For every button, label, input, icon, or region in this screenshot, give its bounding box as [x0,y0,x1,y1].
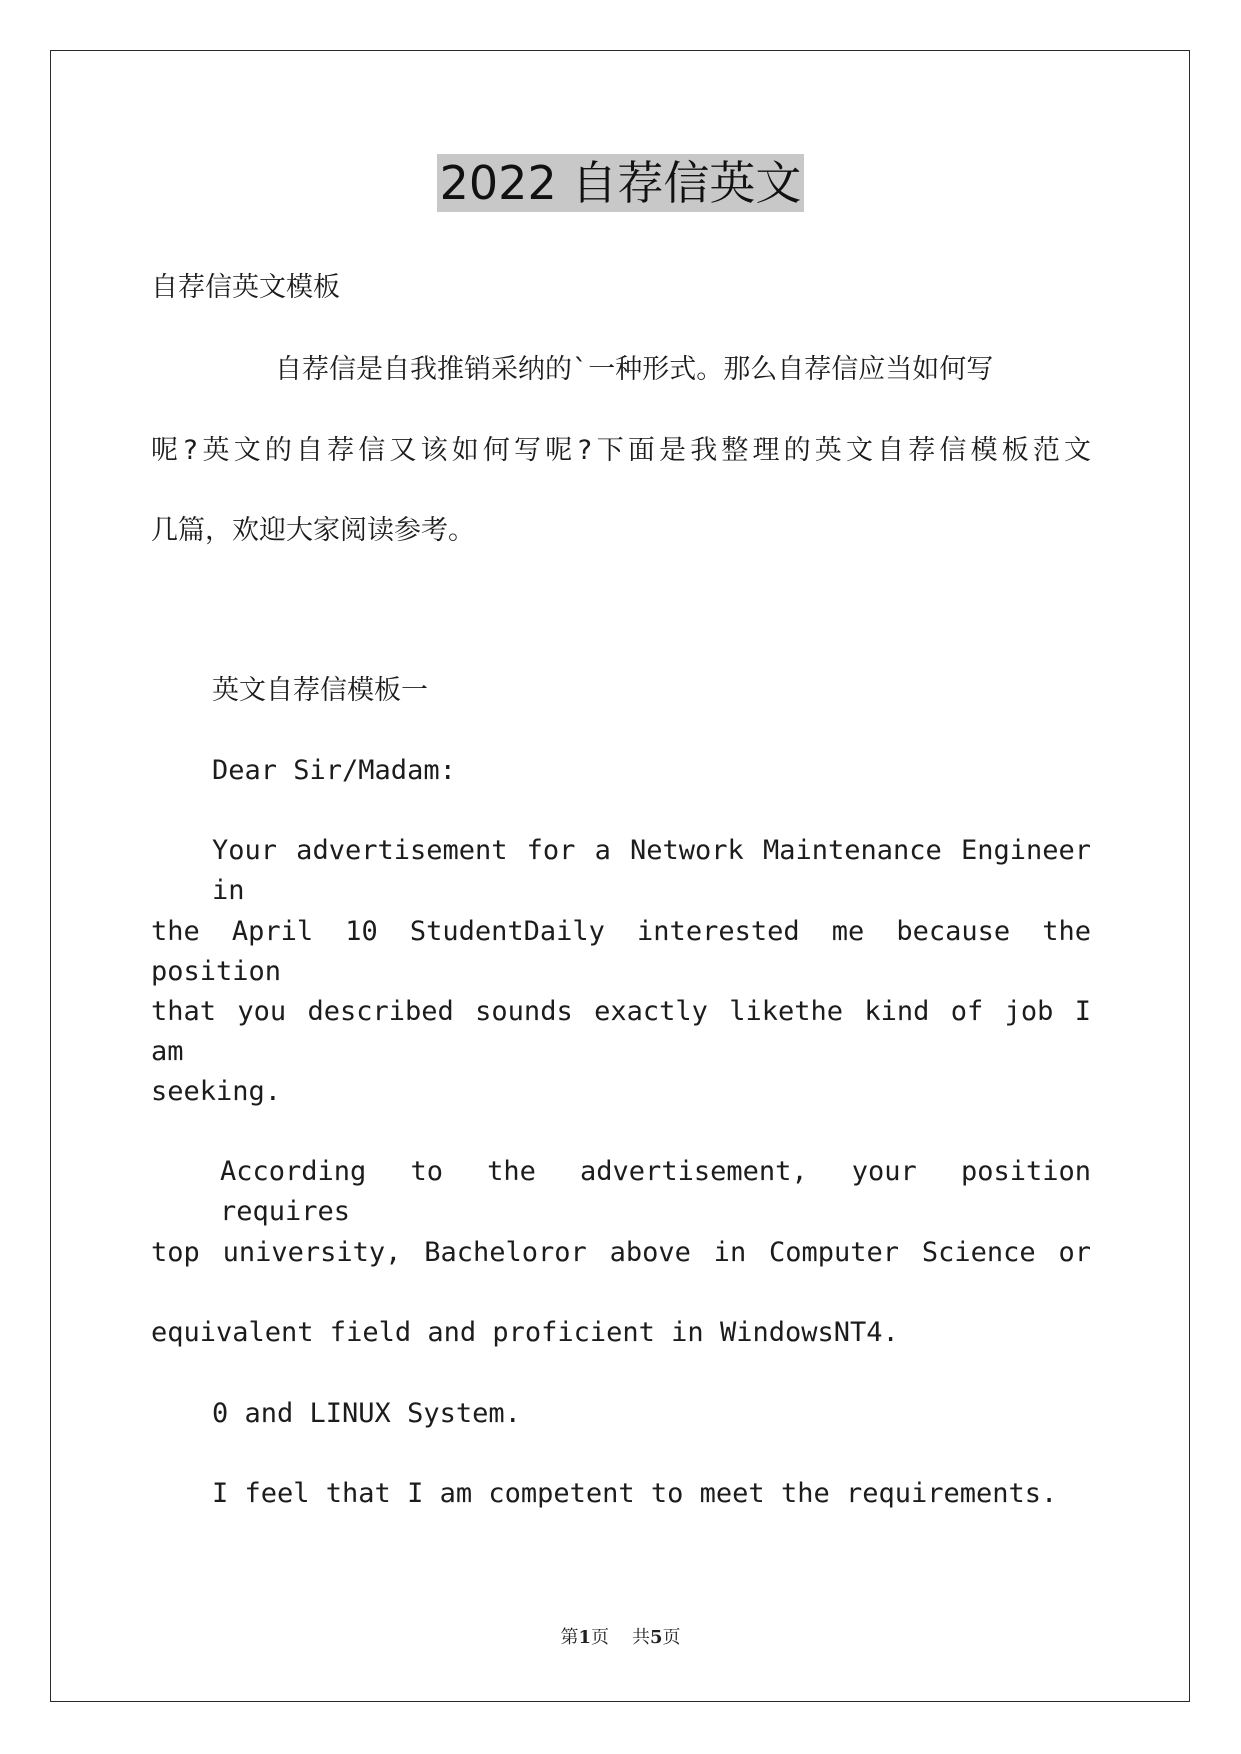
document-title: 2022 自荐信英文 [437,154,805,212]
page-prefix: 第 [560,1627,579,1648]
subtitle: 自荐信英文模板 [151,272,340,303]
total-pages: 5 [649,1627,663,1648]
page-footer [0,1623,1241,1649]
total-prefix: 共 [631,1627,650,1648]
total-suffix: 页 [662,1627,681,1648]
salutation: Dear Sir/Madam: [212,755,456,786]
intro-line-1: 自荐信是自我推销采纳的`一种形式。那么自荐信应当如何写 [275,354,994,385]
paragraph4: I feel that I am competent to meet the requirements. [212,1478,1058,1509]
intro-line-2: 呢?英文的自荐信又该如何写呢?下面是我整理的英文自荐信模板范文 [151,435,1091,466]
paragraph1-line-2: the April 10 StudentDaily interested me because the position [151,916,1091,987]
intro-line-3: 几篇，欢迎大家阅读参考。 [151,515,475,546]
section-heading: 英文自荐信模板一 [212,675,428,706]
paragraph1-line-4: seeking. [151,1076,282,1107]
title-container [0,154,1241,212]
paragraph2-line-3: equivalent field and proficient in WindowsNT4. [151,1317,899,1348]
page-suffix: 页 [591,1627,610,1648]
page-number: 1 [578,1627,592,1648]
paragraph1-line-3: that you described sounds exactly likethe kind of job I am [151,996,1091,1067]
paragraph2-line-2: top university, Bacheloror above in Computer Science or [151,1237,1091,1268]
paragraph3: 0 and LINUX System. [212,1398,521,1429]
paragraph2-line-1: According to the advertisement, your position requires [220,1156,1091,1227]
paragraph1-line-1: Your advertisement for a Network Maintenance Engineer in [212,835,1091,906]
